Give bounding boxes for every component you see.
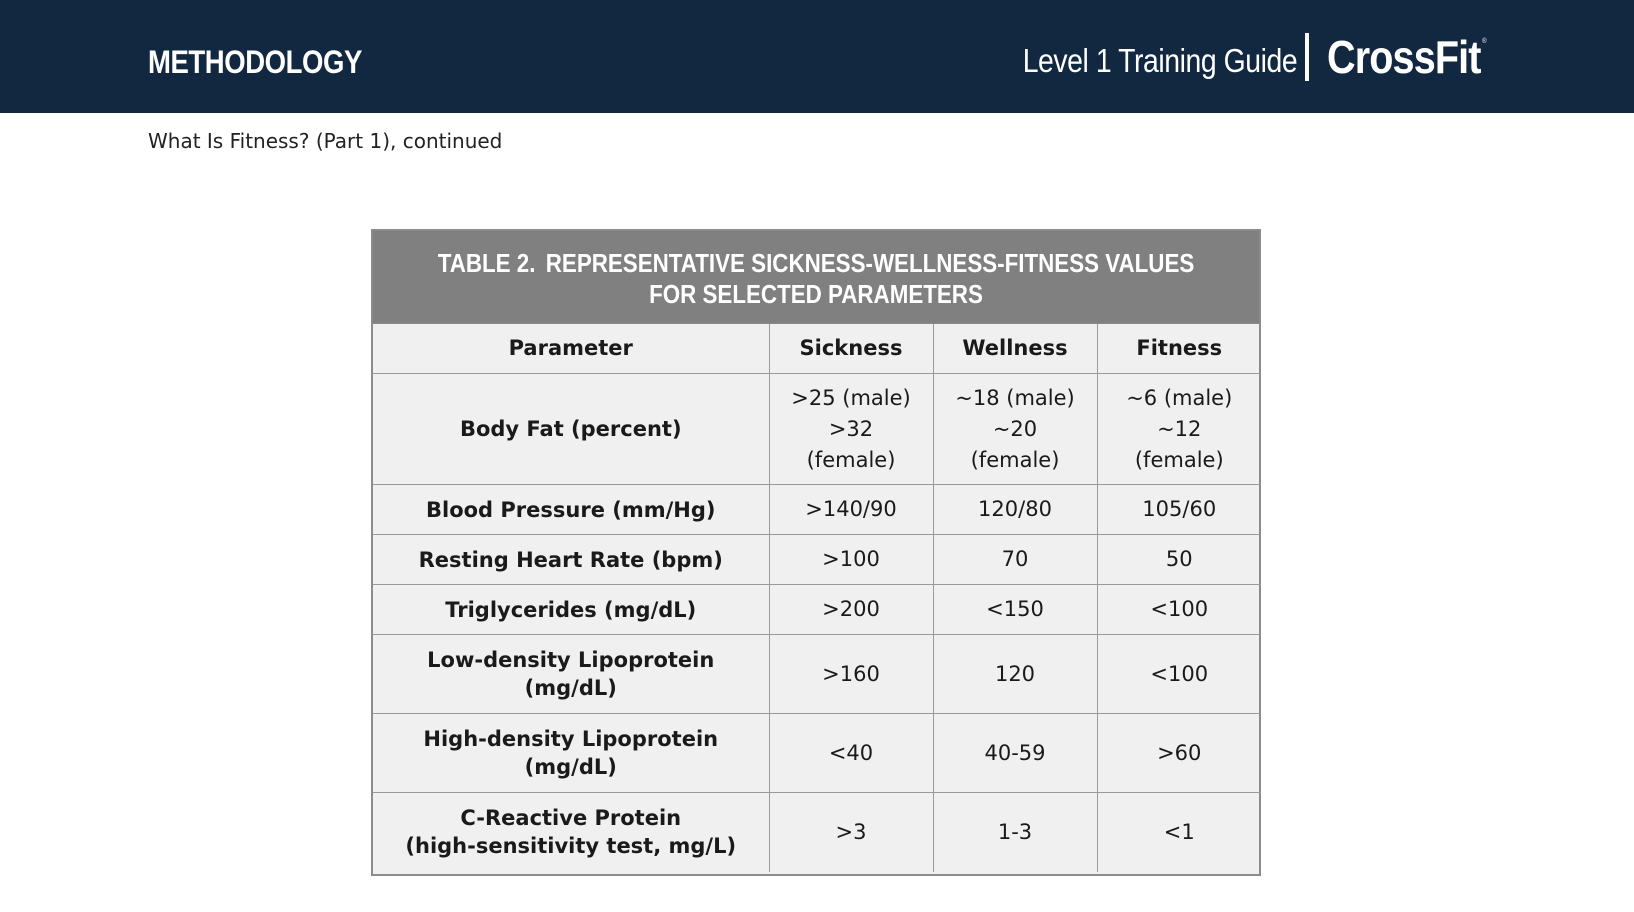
table-row [373, 485, 1261, 535]
table-number: TABLE 2. [437, 248, 536, 278]
table-row [373, 535, 1261, 585]
fitness-cell: <100 [1097, 585, 1261, 635]
brand-text: CrossFit [1327, 31, 1481, 83]
registered-mark: ® [1482, 38, 1487, 45]
wellness-cell: 1-3 [933, 793, 1097, 872]
fitness-cell: <100 [1097, 635, 1261, 714]
wellness-cell: 120/80 [933, 485, 1097, 535]
fitness-cell: ~6 (male) ~12 (female) [1097, 374, 1261, 485]
parameter-cell: C-Reactive Protein (high-sensitivity test, mg/L) [373, 793, 769, 872]
parameter-cell: Low-density Lipoprotein (mg/dL) [373, 635, 769, 714]
table-title-text-1: REPRESENTATIVE SICKNESS-WELLNESS-FITNESS VALUES [545, 248, 1195, 278]
fitness-cell: 50 [1097, 535, 1261, 585]
sickness-cell: >25 (male) >32 (female) [769, 374, 933, 485]
sickness-cell: >200 [769, 585, 933, 635]
table-row [373, 714, 1261, 793]
values-table [371, 229, 1261, 876]
wellness-cell: <150 [933, 585, 1097, 635]
parameter-cell: Triglycerides (mg/dL) [373, 585, 769, 635]
table-header-row [373, 324, 1261, 374]
parameter-cell: Blood Pressure (mm/Hg) [373, 485, 769, 535]
header-branding [978, 30, 1486, 84]
wellness-cell: 70 [933, 535, 1097, 585]
fitness-cell: 105/60 [1097, 485, 1261, 535]
column-header-parameter: Parameter [373, 324, 769, 374]
column-header-sickness: Sickness [769, 324, 933, 374]
column-header-wellness: Wellness [933, 324, 1097, 374]
data-table [373, 324, 1261, 872]
wellness-cell: 40-59 [933, 714, 1097, 793]
sickness-cell: >140/90 [769, 485, 933, 535]
page-subtitle: What Is Fitness? (Part 1), continued [148, 129, 503, 153]
table-row [373, 585, 1261, 635]
section-title: METHODOLOGY [148, 44, 362, 80]
table-row [373, 793, 1261, 872]
table-title [373, 231, 1259, 324]
crossfit-logo [1327, 30, 1487, 84]
wellness-cell: ~18 (male) ~20 (female) [933, 374, 1097, 485]
column-header-fitness: Fitness [1097, 324, 1261, 374]
parameter-cell: Body Fat (percent) [373, 374, 769, 485]
header-divider [1305, 33, 1309, 81]
sickness-cell: >100 [769, 535, 933, 585]
fitness-cell: >60 [1097, 714, 1261, 793]
wellness-cell: 120 [933, 635, 1097, 714]
fitness-cell: <1 [1097, 793, 1261, 872]
parameter-cell: High-density Lipoprotein (mg/dL) [373, 714, 769, 793]
parameter-cell: Resting Heart Rate (bpm) [373, 535, 769, 585]
sickness-cell: >3 [769, 793, 933, 872]
table-title-line-2: FOR SELECTED PARAMETERS [649, 279, 983, 309]
sickness-cell: >160 [769, 635, 933, 714]
guide-title: Level 1 Training Guide [1022, 42, 1298, 79]
table-row [373, 635, 1261, 714]
table-title-line-1 [435, 248, 1197, 279]
page-header [0, 0, 1634, 113]
sickness-cell: <40 [769, 714, 933, 793]
table-row [373, 374, 1261, 485]
